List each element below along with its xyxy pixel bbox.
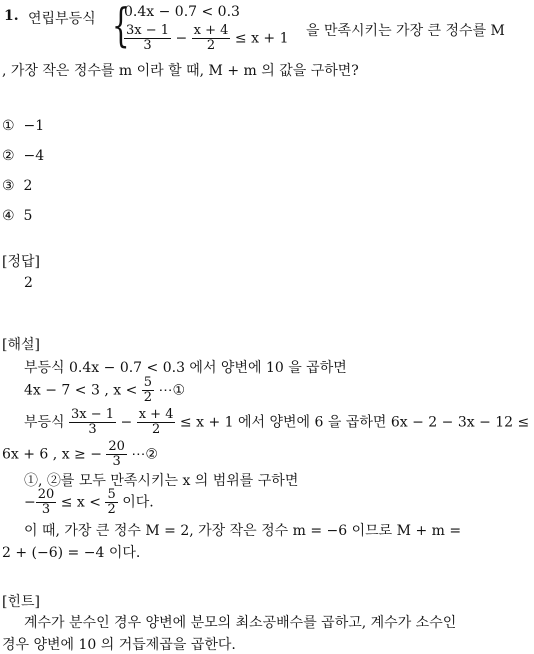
solution-line-1: 부등식 0.4x − 0.7 < 0.3 에서 양변에 10 을 곱하면	[24, 360, 347, 376]
solution-line-8: 2 + (−6) = −4 이다.	[2, 545, 141, 561]
solution-line-4: 6x + 6 , x ≥ − $\frac{20}{3}$ ⋯②	[2, 439, 158, 469]
option-1[interactable]: ① −1	[2, 118, 45, 134]
system-line-1: 0.4x − 0.7 < 0.3	[124, 4, 240, 20]
solution-line-7: 이 때, 가장 큰 정수 M = 2, 가장 작은 정수 m = −6 이므로 M + m =	[24, 523, 462, 539]
solution-frac-x4: $\frac{x + 4}{2}$	[138, 407, 174, 437]
answer-value: 2	[24, 275, 33, 291]
hint-header: [힌트]	[2, 594, 40, 610]
question-lead: 연립부등식	[28, 11, 96, 27]
system-frac-2: $\frac{x + 4}{2}$	[193, 23, 229, 53]
option-2[interactable]: ② −4	[2, 148, 45, 164]
option-4[interactable]: ④ 5	[2, 208, 33, 224]
answer-header: [정답]	[2, 254, 40, 270]
system-brace: {	[112, 0, 130, 52]
question-number: 1.	[4, 8, 19, 24]
solution-frac-3x-1: $\frac{3x - 1}{3}$	[71, 407, 115, 437]
solution-line-3: 부등식 $\frac{3x - 1}{3}$ − $\frac{x + 4}{2}$ ≤ x + 1 에서 양변에 6 을 곱하면 6x − 2 − 3x − 12 ≤	[24, 407, 530, 437]
question-line-2: , 가장 작은 정수를 m 이라 할 때, M + m 의 값을 구하면?	[2, 63, 359, 79]
system-frac-1: $\frac{3x - 1}{3}$	[126, 23, 170, 53]
system-line-2: $\frac{3x - 1}{3}$ − $\frac{x + 4}{2}$ ≤ x + 1	[126, 23, 289, 53]
solution-frac-20-3: $\frac{20}{3}$	[108, 439, 125, 469]
solution-header: [해설]	[2, 337, 40, 353]
solution-line-5: ①, ②를 모두 만족시키는 x 의 범위를 구하면	[24, 473, 299, 489]
solution-frac-20-3b: $\frac{20}{3}$	[37, 487, 55, 517]
solution-frac-5-2b: $\frac{5}{2}$	[107, 487, 116, 517]
hint-line-1: 계수가 분수인 경우 양변에 분모의 최소공배수를 곱하고, 계수가 소수인	[24, 615, 457, 631]
solution-frac-5-2: $\frac{5}{2}$	[143, 375, 153, 405]
option-3[interactable]: ③ 2	[2, 178, 33, 194]
question-continuation: 을 만족시키는 가장 큰 정수를 M	[306, 23, 505, 39]
hint-line-2: 경우 양변에 10 의 거듭제곱을 곱한다.	[2, 637, 236, 653]
solution-line-6: − $\frac{20}{3}$ ≤ x < $\frac{5}{2}$ 이다.	[24, 487, 154, 517]
solution-line-2: 4x − 7 < 3 , x < $\frac{5}{2}$ ⋯①	[24, 375, 186, 405]
